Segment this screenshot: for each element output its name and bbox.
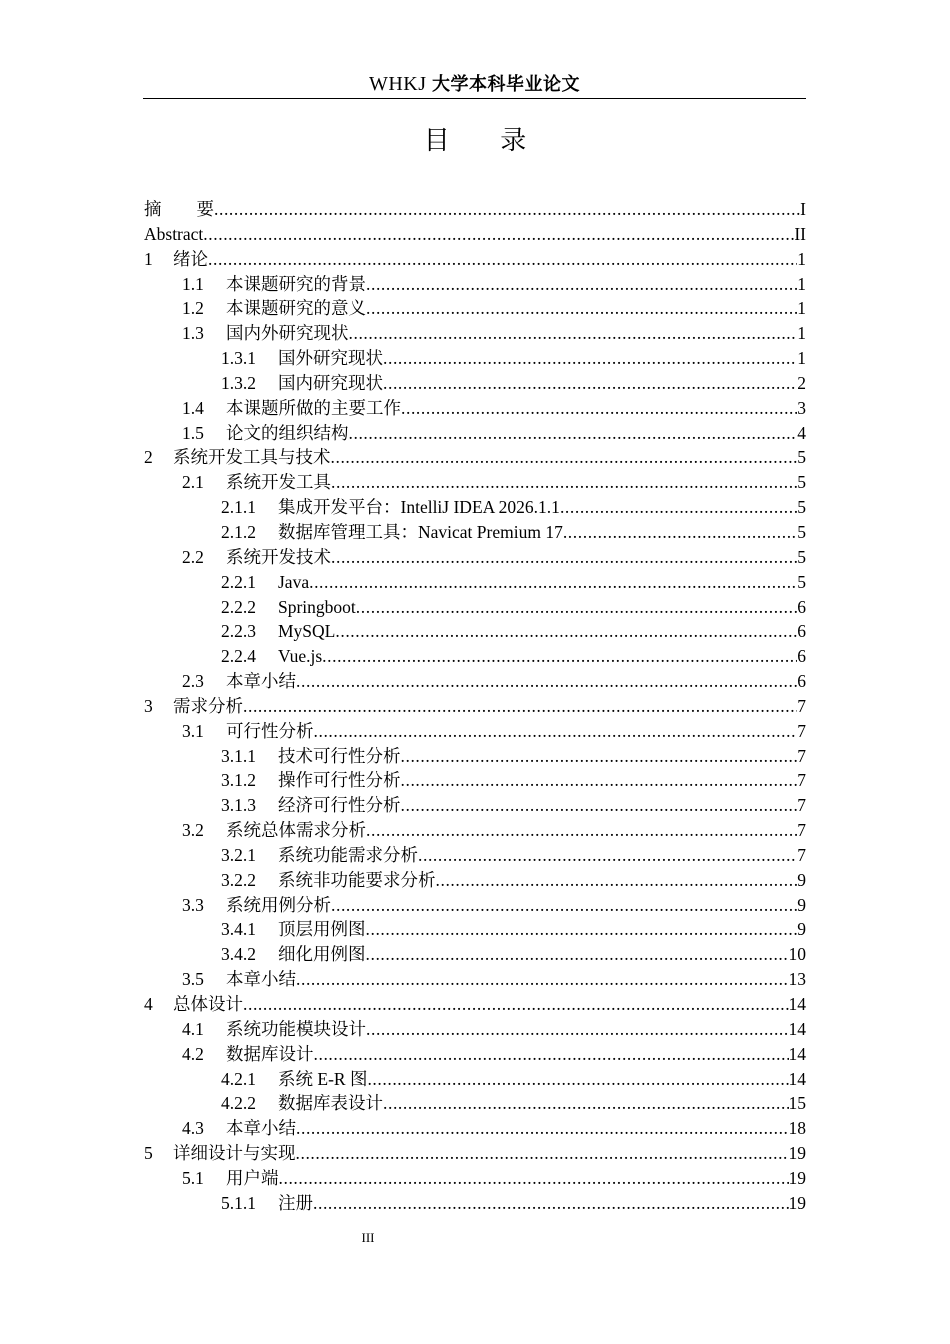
toc-entry-number: 3.1.3 [221,795,256,816]
toc-entry-number: 3.4.2 [221,944,256,965]
toc-entry-label: 详细设计与实现 [173,1143,296,1164]
toc-entry[interactable] [144,1191,806,1216]
toc-entry-number: 3.2 [182,820,204,841]
toc-entry-page: 9 [797,894,806,915]
toc-entry-page: 14 [788,1043,806,1064]
toc-leader-dots [208,247,797,272]
toc-entry-number: 3.2.2 [221,869,256,890]
toc-entry-number: 4 [144,994,153,1014]
toc-entry-number: 1.3 [182,323,204,344]
toc-entry[interactable] [144,570,806,595]
toc-leader-dots [335,619,797,644]
toc-entry-page: 19 [788,1167,806,1188]
toc-entry-page: 9 [797,869,806,890]
toc-entry-number: 4.2.1 [221,1068,256,1089]
toc-entry[interactable] [144,470,806,495]
toc-entry[interactable] [144,843,806,868]
toc-entry-label: 国内研究现状 [278,372,383,393]
toc-leader-dots [366,818,797,843]
toc-entry[interactable] [144,595,806,620]
toc-entry-label: 经济可行性分析 [278,795,401,816]
toc-leader-dots [309,570,797,595]
toc-entry-label: Java [278,571,310,592]
toc-entry-page: 1 [797,348,806,369]
toc-leader-dots [322,644,797,669]
toc-entry[interactable] [144,893,806,918]
toc-leader-dots [243,694,797,719]
toc-entry-label: 细化用例图 [278,944,366,965]
toc-leader-dots [214,197,800,222]
toc-entry[interactable] [144,520,806,545]
toc-entry-label: 数据库表设计 [278,1093,383,1114]
toc-entry[interactable] [144,371,806,396]
header-prefix: WHKJ [368,73,427,95]
toc-leader-dots [356,595,797,620]
toc-leader-dots [383,371,797,396]
toc-entry-page: 19 [788,1143,806,1164]
toc-leader-dots [243,992,789,1017]
toc-entry-page: 5 [797,447,806,468]
toc-entry[interactable] [144,545,806,570]
toc-leader-dots [383,346,797,371]
toc-entry[interactable] [144,445,806,470]
toc-entry-number: 4.1 [182,1018,204,1039]
toc-entry[interactable] [144,768,806,793]
toc-entry[interactable] [144,917,806,942]
toc-entry-number: 5.1.1 [221,1192,256,1213]
toc-leader-dots [279,1166,789,1191]
toc-leader-dots [436,868,798,893]
toc-leader-dots [313,1191,789,1216]
toc-leader-dots [203,222,794,247]
toc-entry[interactable] [144,396,806,421]
toc-entry-number: 2 [144,447,153,468]
toc-entry-page: I [800,199,806,219]
toc-leader-dots [401,396,797,421]
toc-entry-page: 7 [797,795,806,816]
toc-leader-dots [401,793,798,818]
toc-entry-page: 10 [788,944,806,965]
toc-entry[interactable] [144,495,806,520]
toc-entry[interactable] [144,1166,806,1191]
toc-leader-dots [366,1017,789,1042]
toc-entry-label: 本章小结 [226,671,296,692]
toc-entry-label: 数据库管理工具：Navicat Premium 17 [278,521,563,542]
toc-entry-number: 5 [144,1143,153,1164]
toc-leader-dots [296,1141,789,1166]
toc-leader-dots [383,1091,789,1116]
toc-entry[interactable] [144,321,806,346]
toc-entry-label: 数据库设计 [226,1043,314,1064]
toc-entry-label: 系统功能模块设计 [226,1018,366,1039]
toc-entry-number: 5.1 [182,1167,204,1188]
toc-entry-number: 3.1.1 [221,745,256,766]
toc-entry[interactable] [144,992,806,1017]
toc-entry-number: 3 [144,695,153,716]
toc-entry-number: 2.2.2 [221,596,256,617]
toc-entry[interactable] [144,1042,806,1067]
header-title: 大学本科毕业论文 [432,74,581,95]
toc-entry-number: 3.3 [182,894,204,915]
toc-entry-label: 技术可行性分析 [278,745,401,766]
toc-entry-label: 摘 要 [144,199,214,219]
toc-entry-page: 5 [797,472,806,493]
toc-entry[interactable] [144,619,806,644]
toc-entry-number: 1.1 [182,273,204,294]
toc-entry-number: 1 [144,248,153,269]
toc-entry[interactable] [144,719,806,744]
toc-entry-label: 集成开发平台：IntelliJ IDEA 2026.1.1 [278,497,560,518]
toc-entry-label: 需求分析 [173,695,243,716]
toc-entry[interactable] [144,644,806,669]
toc-entry[interactable] [144,1141,806,1166]
toc-entry[interactable] [144,669,806,694]
toc-entry[interactable] [144,1067,806,1092]
toc-entry-label: MySQL [278,621,336,642]
toc-entry-number: 1.3.2 [221,372,256,393]
toc-entry-page: 13 [788,969,806,990]
toc-entry-number: 2.2.1 [221,571,256,592]
toc-entry-number: 2.2.4 [221,646,256,667]
toc-entry-page: 14 [788,1018,806,1039]
toc-entry-number: 2.1 [182,472,204,493]
toc-leader-dots [401,768,798,793]
toc-leader-dots [314,1042,789,1067]
toc-entry-page: 5 [797,571,806,592]
toc-entry-page: 7 [797,820,806,841]
toc-entry-number: 4.3 [182,1118,204,1139]
toc-leader-dots [296,1116,789,1141]
toc-entry-number: 1.3.1 [221,348,256,369]
toc-entry-label: 本课题研究的背景 [226,273,366,294]
toc-entry[interactable] [144,421,806,446]
toc-entry[interactable] [144,694,806,719]
table-of-contents [144,197,806,1216]
toc-entry[interactable] [144,346,806,371]
toc-leader-dots [367,1067,788,1092]
toc-entry-page: 7 [797,720,806,741]
toc-entry[interactable] [144,942,806,967]
toc-entry-page: II [794,223,806,244]
toc-entry-page: 2 [797,372,806,393]
toc-leader-dots [401,744,798,769]
toc-entry-label: 本章小结 [226,969,296,990]
toc-entry-page: 6 [797,621,806,642]
toc-entry-number: 2.1.2 [221,521,256,542]
toc-entry-label: Vue.js [278,646,323,667]
toc-entry-label: 绪论 [173,248,208,269]
toc-entry-page: 6 [797,596,806,617]
toc-entry-label: 操作可行性分析 [278,770,401,791]
toc-leader-dots [349,321,798,346]
toc-entry-label: 本课题研究的意义 [226,298,366,319]
toc-entry[interactable] [144,1116,806,1141]
toc-entry[interactable] [144,744,806,769]
toc-entry-page: 5 [797,521,806,542]
toc-entry[interactable] [144,222,806,247]
toc-entry-number: 3.2.1 [221,844,256,865]
toc-entry-page: 7 [797,745,806,766]
toc-entry-number: 2.3 [182,671,204,692]
toc-entry-page: 1 [797,323,806,344]
toc-entry-number: 2.2 [182,546,204,567]
toc-entry-page: 3 [797,397,806,418]
toc-entry-page: 7 [797,770,806,791]
toc-entry-page: 15 [788,1093,806,1114]
toc-entry-page: 6 [797,646,806,667]
toc-entry-number: 1.5 [182,422,204,443]
toc-entry[interactable] [144,967,806,992]
toc-entry-page: 6 [797,671,806,692]
toc-entry-number: 2.1.1 [221,497,256,518]
toc-entry-page: 7 [797,844,806,865]
toc-leader-dots [296,967,789,992]
toc-entry-label: 注册 [278,1192,313,1213]
toc-title: 目 录 [423,126,549,155]
toc-entry-number: 3.1 [182,720,204,741]
toc-entry-page: 5 [797,546,806,567]
page-number: III [361,1230,375,1245]
toc-entry-page: 14 [788,1068,806,1089]
toc-entry-number: 3.1.2 [221,770,256,791]
toc-leader-dots [296,669,797,694]
toc-entry-number: 4.2.2 [221,1093,256,1114]
toc-entry-label: 系统开发技术 [226,546,331,567]
toc-entry[interactable] [144,1091,806,1116]
toc-entry-label: 系统开发工具与技术 [173,447,331,468]
toc-entry-label: 系统 E-R 图 [278,1068,368,1089]
toc-entry-page: 18 [788,1118,806,1139]
toc-leader-dots [331,445,798,470]
toc-entry-label: 论文的组织结构 [226,422,349,443]
toc-entry-label: 国内外研究现状 [226,323,349,344]
toc-entry-label: 系统功能需求分析 [278,844,418,865]
toc-leader-dots [366,296,797,321]
toc-leader-dots [418,843,797,868]
toc-leader-dots [366,272,797,297]
toc-leader-dots [331,893,797,918]
toc-leader-dots [366,942,789,967]
toc-entry-page: 1 [797,298,806,319]
toc-entry[interactable] [144,197,806,222]
toc-entry-page: 1 [797,248,806,269]
toc-entry[interactable] [144,818,806,843]
toc-leader-dots [563,520,797,545]
toc-entry[interactable] [144,868,806,893]
toc-entry[interactable] [144,247,806,272]
toc-entry-page: 5 [797,497,806,518]
toc-entry[interactable] [144,272,806,297]
toc-entry-label: 国外研究现状 [278,348,383,369]
toc-leader-dots [560,495,797,520]
toc-entry[interactable] [144,1017,806,1042]
toc-entry-label: 本课题所做的主要工作 [226,397,401,418]
toc-entry-label: 本章小结 [226,1118,296,1139]
toc-entry-number: 1.2 [182,298,204,319]
toc-entry-number: 1.4 [182,397,204,418]
toc-entry-page: 7 [797,695,806,716]
toc-entry-label: 系统非功能要求分析 [278,869,436,890]
toc-leader-dots [331,470,797,495]
toc-leader-dots [331,545,797,570]
toc-entry-label: 可行性分析 [226,720,314,741]
toc-entry-label: Abstract [144,223,204,244]
toc-entry-page: 1 [797,273,806,294]
toc-entry-page: 4 [797,422,806,443]
toc-entry-page: 9 [797,919,806,940]
toc-entry-number: 3.5 [182,969,204,990]
toc-entry[interactable] [144,296,806,321]
toc-entry-number: 2.2.3 [221,621,256,642]
toc-entry-label: Springboot [278,596,356,617]
toc-entry-number: 3.4.1 [221,919,256,940]
toc-entry-label: 系统用例分析 [226,894,331,915]
toc-leader-dots [314,719,798,744]
toc-entry-label: 用户端 [226,1167,279,1188]
page-header [143,70,806,99]
toc-entry-label: 顶层用例图 [278,919,366,940]
toc-leader-dots [349,421,798,446]
toc-entry[interactable] [144,793,806,818]
toc-entry-label: 系统开发工具 [226,472,331,493]
toc-entry-page: 14 [788,994,806,1014]
toc-leader-dots [366,917,798,942]
toc-entry-label: 总体设计 [173,994,243,1014]
toc-entry-number: 4.2 [182,1043,204,1064]
toc-entry-label: 系统总体需求分析 [226,820,366,841]
toc-entry-page: 19 [788,1192,806,1213]
